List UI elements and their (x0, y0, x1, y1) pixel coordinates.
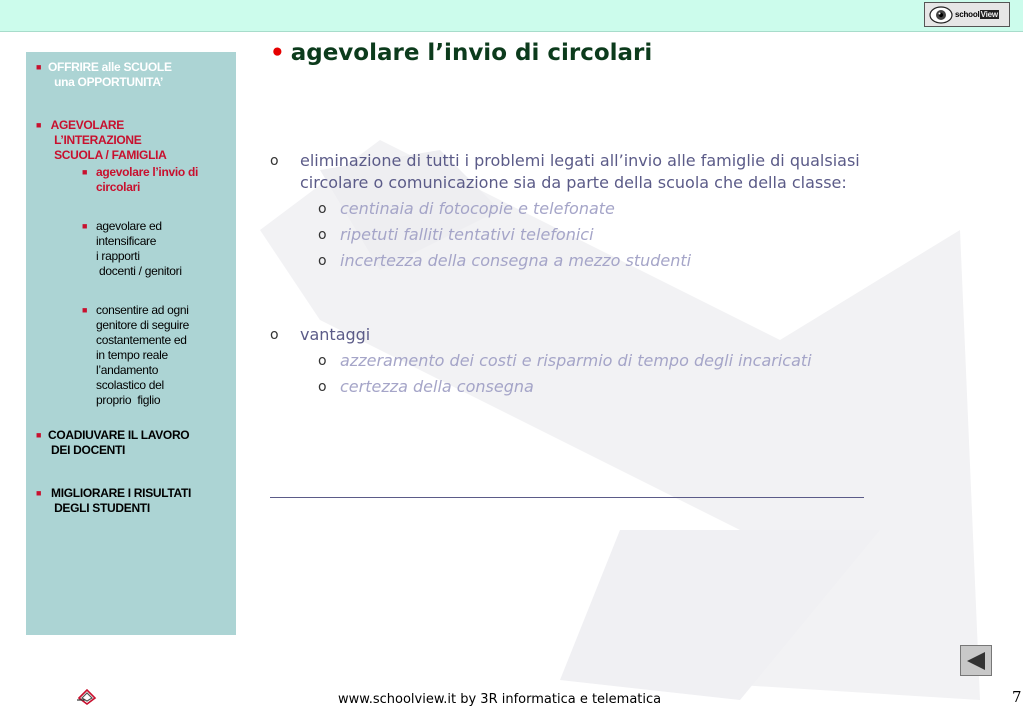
square-bullet-icon: ■ (36, 120, 42, 130)
square-bullet-icon: ■ (36, 62, 42, 72)
circle-bullet-icon: o (270, 153, 279, 169)
sidebar-section-label: OFFRIRE alle SCUOLE una OPPORTUNITA’ (48, 60, 172, 89)
title-bullet: • (270, 40, 285, 66)
sidebar-section-label: MIGLIORARE I RISULTATI DEGLI STUDENTI (51, 486, 192, 515)
sidebar-subitem[interactable] (82, 165, 230, 195)
bullet-text: vantaggi (300, 325, 371, 344)
circle-bullet-icon: o (318, 227, 327, 243)
page-number: 7 (1012, 688, 1022, 706)
sidebar-section[interactable] (36, 428, 230, 458)
sub-bullet-item (318, 376, 870, 398)
sidebar-section-label: AGEVOLARE L’INTERAZIONE SCUOLA / FAMIGLIA (50, 118, 167, 162)
top-banner (0, 0, 1023, 32)
bullet-text: eliminazione di tutti i problemi legati all’invio alle famiglie di qualsiasi circolare o comunicazione sia da parte della scuola che della classe: (300, 151, 860, 192)
sub-bullet-item (318, 250, 870, 272)
circle-bullet-icon: o (318, 253, 327, 269)
sidebar-subitem-label: consentire ad ogni genitore di seguire costantemente ed in tempo reale l’andamento scolastico del proprio figlio (96, 303, 190, 407)
divider-line (270, 497, 864, 498)
sub-bullet-item (318, 350, 870, 372)
circle-bullet-icon: o (318, 201, 327, 217)
square-bullet-icon: ■ (82, 221, 88, 231)
sub-bullet-text: certezza della consegna (340, 377, 534, 396)
sub-bullet-text: centinaia di fotocopie e telefonate (340, 199, 615, 218)
sidebar-subitem-label: agevolare ed intensificare i rapporti docenti / genitori (96, 219, 182, 278)
sub-bullet-item (318, 224, 870, 246)
sub-bullet-text: incertezza della consegna a mezzo studenti (340, 251, 692, 270)
sidebar-section[interactable] (36, 118, 230, 163)
footer-text: www.schoolview.it by 3R informatica e telematica (338, 692, 662, 707)
sidebar-nav (26, 52, 236, 635)
circle-bullet-icon: o (270, 327, 279, 343)
page-title: • agevolare l’invio di circolari (270, 40, 653, 66)
previous-slide-button[interactable] (960, 645, 992, 676)
sidebar-section-label: COADIUVARE IL LAVORO DEI DOCENTI (48, 428, 190, 457)
circle-bullet-icon: o (318, 353, 327, 369)
sidebar-subitem[interactable] (82, 303, 230, 408)
square-bullet-icon: ■ (82, 305, 88, 315)
triangle-left-icon (965, 651, 987, 671)
3r-logo-icon (76, 688, 98, 706)
sidebar-section[interactable] (36, 60, 230, 90)
square-bullet-icon: ■ (36, 488, 42, 498)
square-bullet-icon: ■ (82, 167, 88, 177)
schoolview-logo (924, 2, 1010, 27)
sidebar-subitem[interactable] (82, 219, 230, 279)
sidebar-subitem-label: agevolare l’invio di circolari (96, 165, 199, 194)
sub-bullet-text: azzeramento dei costi e risparmio di tempo degli incaricati (340, 351, 812, 370)
square-bullet-icon: ■ (36, 430, 42, 440)
bullet-item (270, 150, 870, 194)
eye-icon (929, 6, 953, 24)
bullet-item (270, 324, 870, 346)
circle-bullet-icon: o (318, 379, 327, 395)
sub-bullet-text: ripetuti falliti tentativi telefonici (340, 225, 594, 244)
sub-bullet-item (318, 198, 870, 220)
logo-wordmark: schoolView (955, 10, 998, 19)
sidebar-section[interactable] (36, 486, 230, 516)
main-content (270, 150, 870, 398)
